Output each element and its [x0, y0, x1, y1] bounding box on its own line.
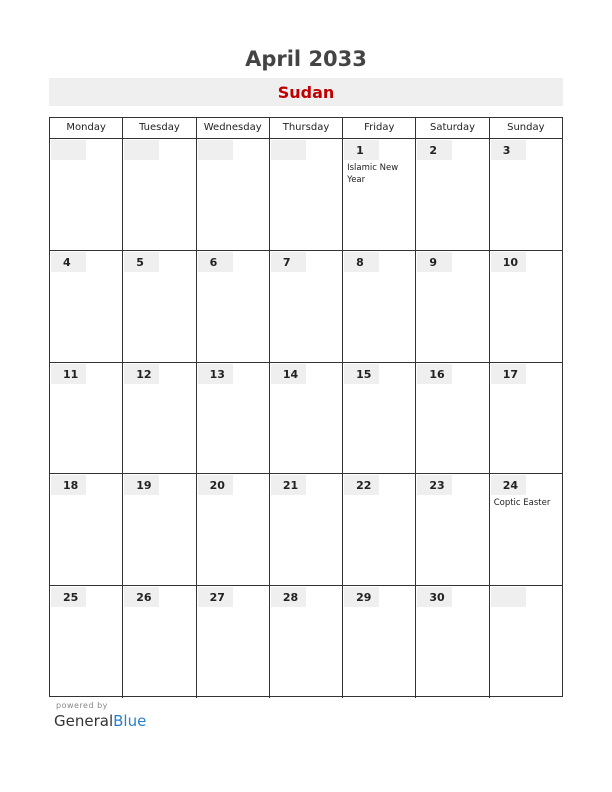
weekday-wednesday: Wednesday: [197, 118, 270, 138]
holiday-label: Coptic Easter: [493, 498, 551, 509]
generalblue-logo[interactable]: [54, 712, 146, 730]
day-number: 25: [51, 587, 86, 607]
week-row-2: [50, 251, 562, 363]
day-number: [198, 140, 233, 160]
country-banner: [49, 78, 563, 106]
day-number: 17: [491, 364, 526, 384]
weekday-sunday: Sunday: [507, 122, 545, 133]
day-cell: [270, 139, 343, 250]
day-number: [124, 140, 159, 160]
day-cell: [416, 251, 489, 362]
day-cell: [197, 474, 270, 585]
weekday-header: [50, 118, 562, 139]
day-cell: [50, 474, 123, 585]
weekday-tuesday: Tuesday: [123, 118, 196, 138]
holiday-label: Islamic New Year: [347, 163, 399, 185]
day-number: 28: [271, 587, 306, 607]
day-number: 30: [417, 587, 452, 607]
day-cell: [50, 586, 123, 698]
day-cell: [343, 363, 416, 474]
week-row-5: [50, 586, 562, 698]
day-cell: [343, 586, 416, 698]
weekday-thursday: Thursday: [270, 118, 343, 138]
day-number: 22: [344, 475, 379, 495]
powered-by-label: powered by: [56, 701, 108, 710]
day-number: 23: [417, 475, 452, 495]
weekday-monday: Monday: [50, 118, 123, 138]
day-cell: [270, 363, 343, 474]
week-row-4: [50, 474, 562, 586]
day-cell: [123, 251, 196, 362]
day-number: 29: [344, 587, 379, 607]
day-cell: [197, 586, 270, 698]
day-number: 4: [51, 252, 86, 272]
day-number: [491, 587, 526, 607]
day-number: 11: [51, 364, 86, 384]
day-number: 27: [198, 587, 233, 607]
day-cell: [416, 474, 489, 585]
calendar-title: April 2033: [245, 47, 367, 71]
weekday-saturday: Saturday: [416, 118, 489, 138]
day-number: 16: [417, 364, 452, 384]
day-cell: [50, 139, 123, 250]
day-cell: [490, 586, 562, 698]
day-cell: [416, 139, 489, 250]
day-cell: [123, 139, 196, 250]
country-name: Sudan: [277, 83, 335, 102]
day-cell: [197, 363, 270, 474]
day-number: 5: [124, 252, 159, 272]
day-number: [51, 140, 86, 160]
day-cell: [343, 474, 416, 585]
day-number: 13: [198, 364, 233, 384]
day-cell: [50, 363, 123, 474]
day-number: [271, 140, 306, 160]
day-cell: [270, 251, 343, 362]
day-cell: [270, 586, 343, 698]
day-cell: [197, 251, 270, 362]
day-number: 6: [198, 252, 233, 272]
day-number: 10: [491, 252, 526, 272]
day-number: 19: [124, 475, 159, 495]
day-number: 18: [51, 475, 86, 495]
day-number: 8: [344, 252, 379, 272]
day-cell: [343, 251, 416, 362]
day-number: 15: [344, 364, 379, 384]
day-cell: [416, 363, 489, 474]
day-number: 20: [198, 475, 233, 495]
brand-general-text: General: [54, 712, 114, 730]
day-cell: [490, 251, 562, 362]
day-number: 12: [124, 364, 159, 384]
day-cell: [270, 474, 343, 585]
day-cell: [416, 586, 489, 698]
day-cell: [490, 139, 562, 250]
day-number: 7: [271, 252, 306, 272]
day-cell: [123, 474, 196, 585]
day-cell: [123, 363, 196, 474]
month-grid: [49, 117, 563, 697]
day-cell: [490, 474, 562, 585]
brand-blue-text: Blue: [113, 712, 147, 730]
day-number: 14: [271, 364, 306, 384]
day-number: 21: [271, 475, 306, 495]
day-cell: [343, 139, 416, 250]
weekday-friday: Friday: [343, 118, 416, 138]
day-cell: [50, 251, 123, 362]
day-cell: [490, 363, 562, 474]
day-number: 9: [417, 252, 452, 272]
day-cell: [197, 139, 270, 250]
week-row-1: [50, 139, 562, 251]
day-number: 24: [491, 475, 526, 495]
day-number: 1: [344, 140, 379, 160]
day-number: 26: [124, 587, 159, 607]
day-number: 3: [491, 140, 526, 160]
day-number: 2: [417, 140, 452, 160]
week-row-3: [50, 363, 562, 475]
day-cell: [123, 586, 196, 698]
